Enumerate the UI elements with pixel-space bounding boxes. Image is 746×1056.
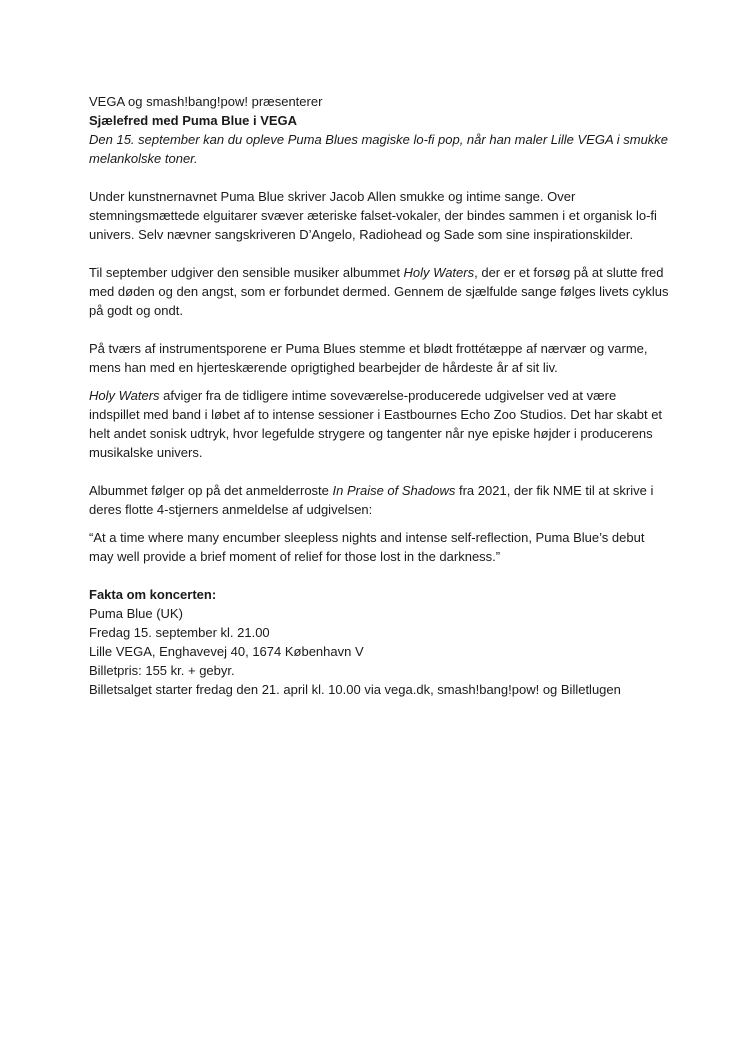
facts-line-price: Billetpris: 155 kr. + gebyr. [89, 663, 235, 678]
facts-line-venue: Lille VEGA, Enghavevej 40, 1674 København V [89, 644, 364, 659]
body-paragraph-5 [89, 481, 669, 519]
body-paragraph-4 [89, 386, 669, 462]
press-quote: “At a time where many encumber sleepless nights and intense self-reflection, Puma Blue’s debut may well provide a brief moment of relief for those lost in the darkness.” [89, 530, 645, 564]
p4-text-after: afviger fra de tidligere intime soveværelse-producerede udgivelser ved at være indspillet med band i løbet af to intense sessioner i Eastbournes Echo Zoo Studios. Det har skabt et helt andet sonisk udtryk, hvor legefulde strygere og tangenter når nye episke højder i producerens musikalske univers. [89, 388, 663, 460]
page-title: Sjælefred med Puma Blue i VEGA [89, 113, 298, 128]
facts-line-artist: Puma Blue (UK) [89, 606, 183, 621]
p2-album-title: Holy Waters [403, 265, 475, 280]
body-paragraph-3: På tværs af instrumentsporene er Puma Blues stemme et blødt frottétæppe af nærvær og varme, mens han med en hjerteskærende oprigtighed bearbejder de hårdeste år af sit liv. [89, 341, 648, 375]
lead-paragraph: Den 15. september kan du opleve Puma Blues magiske lo-fi pop, når han maler Lille VEGA i smukke melankolske toner. [89, 132, 669, 166]
p5-text-before: Albummet følger op på det anmelderroste [89, 483, 333, 498]
p5-text-after: fra 2021, der fik NME til at skrive i deres flotte 4-stjerners anmeldelse af udgivelsen: [89, 483, 654, 517]
facts-line-sale: Billetsalget starter fredag den 21. april kl. 10.00 via vega.dk, smash!bang!pow! og Billetlugen [89, 682, 621, 697]
p2-text-after: , der er et forsøg på at slutte fred med døden og den angst, som er forbundet dermed. Gennem de sjælfulde sange følges livets cyklus på godt og ondt. [89, 265, 669, 318]
facts-heading: Fakta om koncerten: [89, 587, 217, 602]
facts-line-date: Fredag 15. september kl. 21.00 [89, 625, 270, 640]
p4-album-title: Holy Waters [89, 388, 160, 403]
body-paragraph-1: Under kunstnernavnet Puma Blue skriver Jacob Allen smukke og intime sange. Over stemningsmættede elguitarer svæver æteriske falset-vokaler, der bindes sammen i et organisk lo-fi univers. Selv nævner sangskriveren D’Angelo, Radiohead og Sade som sine inspirationskilder. [89, 189, 657, 242]
body-paragraph-2 [89, 263, 669, 320]
presenter-line: VEGA og smash!bang!pow! præsenterer [89, 94, 323, 109]
document-page [89, 92, 669, 699]
p5-album-title: In Praise of Shadows [332, 483, 456, 498]
p2-text-before: Til september udgiver den sensible musiker albummet [89, 265, 404, 280]
